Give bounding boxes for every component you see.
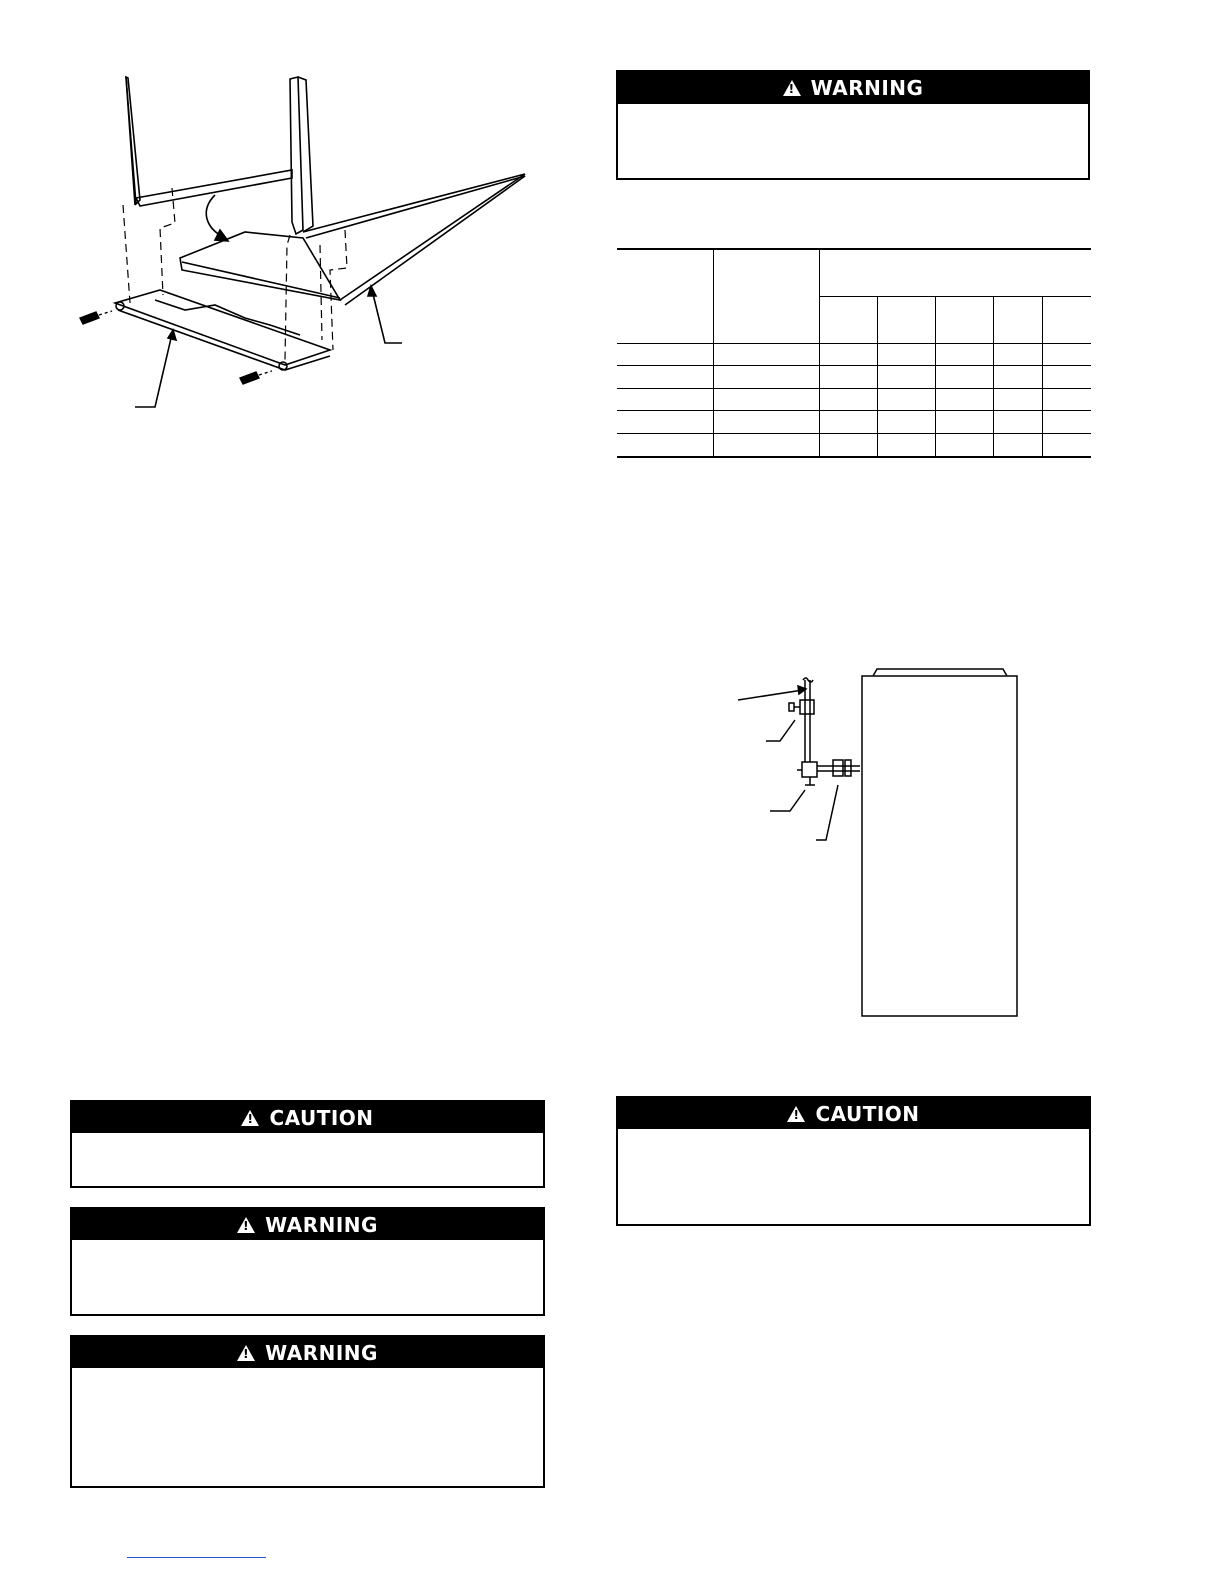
caution-box-left	[70, 1100, 545, 1188]
caution-box-right	[616, 1096, 1091, 1226]
warning-triangle-icon	[241, 1110, 259, 1126]
warning-box-left-2	[70, 1335, 545, 1488]
warning-label: WARNING	[810, 76, 924, 100]
warning-box-left-1	[70, 1207, 545, 1316]
warning-label: WARNING	[265, 1212, 378, 1237]
hyperlink-underline[interactable]	[127, 1557, 266, 1558]
caution-label: CAUTION	[269, 1105, 374, 1130]
warning-label: WARNING	[265, 1340, 378, 1365]
warning-triangle-icon	[237, 1345, 255, 1361]
warning-triangle-icon	[787, 1106, 805, 1122]
warning-triangle-icon	[237, 1217, 255, 1233]
caution-label: CAUTION	[815, 1101, 920, 1126]
